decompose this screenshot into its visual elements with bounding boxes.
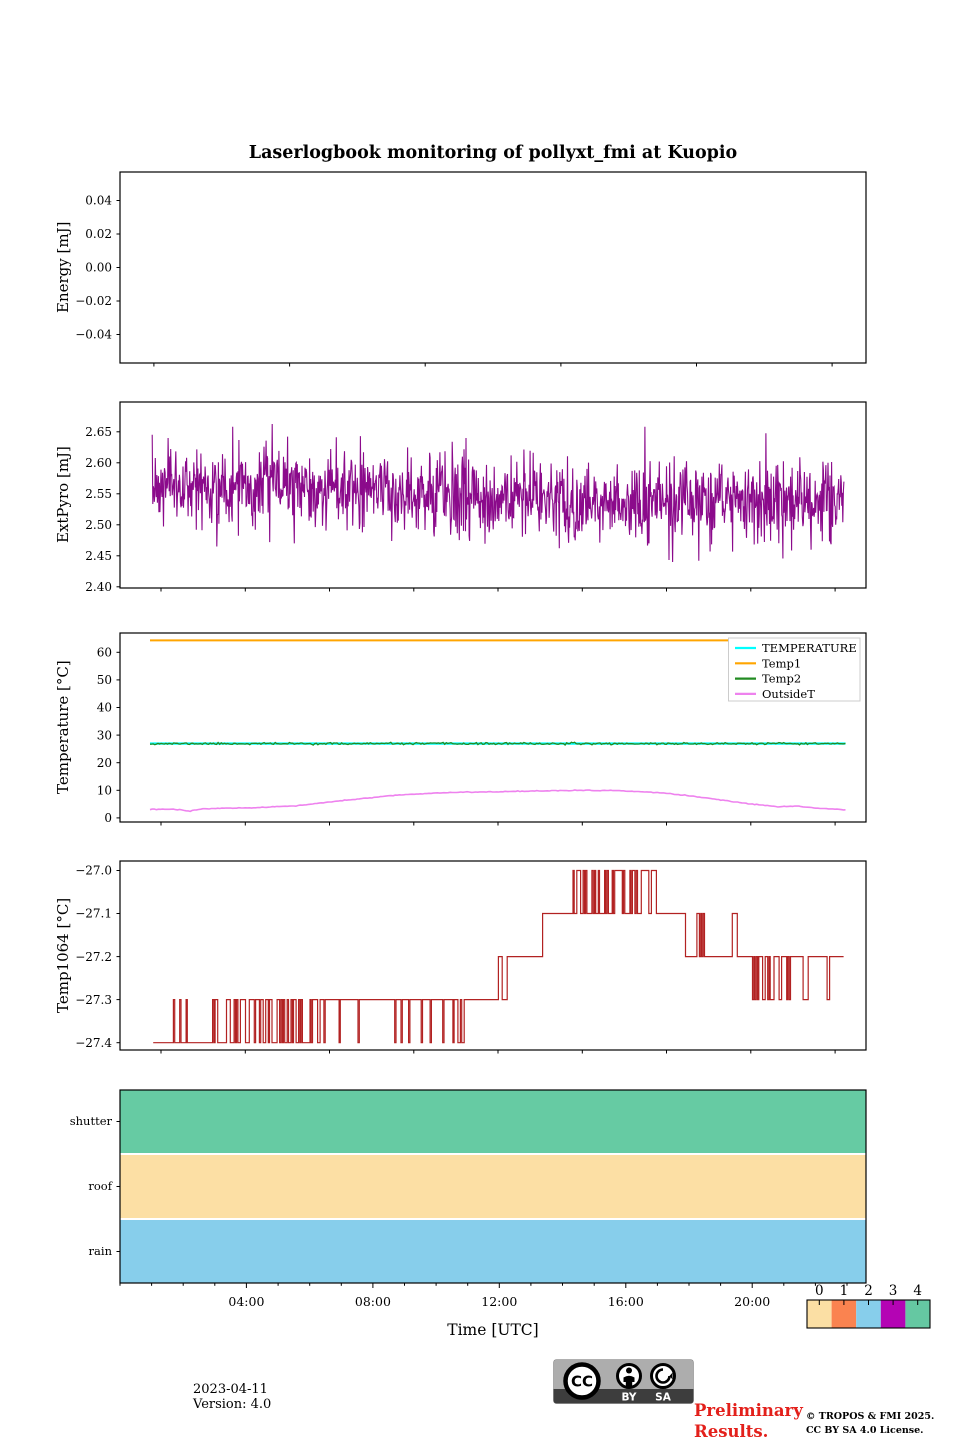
ytick-label: −0.04 xyxy=(75,327,112,342)
footer-date: 2023-04-11 xyxy=(193,1382,268,1397)
cc-by-label: BY xyxy=(621,1391,637,1404)
energy-frame xyxy=(120,172,866,363)
legend-label-Temp1: Temp1 xyxy=(762,656,802,671)
ytick-label: 20 xyxy=(96,755,112,770)
temp1064-plot xyxy=(75,861,866,1054)
cc-by-sa-badge xyxy=(553,1359,694,1404)
cc-sa-label: SA xyxy=(655,1391,671,1404)
ytick-label: −27.3 xyxy=(75,992,112,1007)
footer-version: Version: 4.0 xyxy=(193,1397,272,1412)
preliminary-line2: Results. xyxy=(694,1422,769,1440)
page-title: Laserlogbook monitoring of pollyxt_fmi at Kuopio xyxy=(248,143,738,163)
ytick-label: 40 xyxy=(96,700,112,715)
xtick-label: 20:00 xyxy=(734,1294,771,1309)
colorbar-label: 0 xyxy=(815,1283,824,1299)
ytick-label: 0.00 xyxy=(85,260,112,275)
ytick-label: −27.2 xyxy=(75,949,112,964)
extpyro-data xyxy=(152,424,844,562)
temperature-legend xyxy=(729,638,861,701)
xtick-label: 04:00 xyxy=(228,1294,265,1309)
legend-label-Temp2: Temp2 xyxy=(762,671,802,686)
colorbar-label: 4 xyxy=(913,1283,922,1299)
temp1064-data xyxy=(153,871,843,1043)
ytick-label: 2.45 xyxy=(85,549,112,563)
ytick-label: 2.55 xyxy=(85,487,112,501)
colorbar-label: 3 xyxy=(888,1283,898,1299)
ytick-label: 2.50 xyxy=(85,518,112,532)
temperature-plot xyxy=(97,633,866,826)
temp1064-step-line xyxy=(153,871,843,1043)
ytick-label: 60 xyxy=(96,645,112,660)
colorbar-label: 1 xyxy=(839,1283,849,1299)
xtick-label: 08:00 xyxy=(354,1294,391,1309)
extpyro-series-line xyxy=(152,424,844,562)
xtick-label: 16:00 xyxy=(607,1294,644,1309)
colorbar-label: 2 xyxy=(864,1283,873,1299)
ytick-label: −27.4 xyxy=(75,1035,112,1050)
ytick-label: 0.02 xyxy=(85,227,112,242)
band-rain xyxy=(120,1220,866,1283)
ylabel-extpyro: ExtPyro [mJ] xyxy=(54,446,72,544)
legend-label-OutsideT: OutsideT xyxy=(762,686,815,701)
ytick-label: 0.04 xyxy=(85,193,112,208)
status-data xyxy=(120,1090,866,1283)
copyright-note xyxy=(806,1410,934,1438)
ytick-label: 2.65 xyxy=(85,425,112,439)
ytick-label: −0.02 xyxy=(75,294,112,309)
ylabel-temp1064: Temp1064 [°C] xyxy=(54,897,72,1014)
ytick-label: 2.40 xyxy=(85,580,112,594)
xtick-label: 12:00 xyxy=(481,1294,518,1309)
row-label-shutter: shutter xyxy=(69,1114,112,1128)
person-icon-head xyxy=(626,1368,632,1374)
ytick-label: 10 xyxy=(96,783,112,798)
legend-label-TEMPERATURE: TEMPERATURE xyxy=(762,641,857,655)
ytick-label: −27.0 xyxy=(75,863,112,878)
preliminary-results-note xyxy=(694,1400,803,1440)
row-label-roof: roof xyxy=(88,1179,112,1193)
ytick-label: 0 xyxy=(104,811,112,826)
extpyro-plot xyxy=(85,402,866,594)
cc-circle-label: CC xyxy=(570,1372,594,1391)
ylabel-temperature: Temperature [°C] xyxy=(54,660,72,795)
ytick-label: 50 xyxy=(96,673,112,688)
status-plot xyxy=(70,1090,866,1309)
ylabel-energy: Energy [mJ] xyxy=(54,221,72,314)
x-axis-label: Time [UTC] xyxy=(447,1321,539,1339)
copyright-line1: © TROPOS & FMI 2025. xyxy=(806,1411,935,1422)
footer-date-version xyxy=(193,1382,271,1412)
band-roof xyxy=(120,1155,866,1218)
row-label-rain: rain xyxy=(88,1244,112,1258)
copyright-line2: CC BY SA 4.0 License. xyxy=(806,1425,924,1436)
temp1064-frame xyxy=(120,861,866,1050)
ytick-label: 30 xyxy=(96,728,112,743)
ytick-label: −27.1 xyxy=(75,906,112,921)
preliminary-line1: Preliminary xyxy=(694,1401,803,1420)
ytick-label: 2.60 xyxy=(85,456,112,470)
band-shutter xyxy=(120,1090,866,1153)
energy-plot xyxy=(75,172,866,367)
series-OutsideT xyxy=(150,790,846,811)
